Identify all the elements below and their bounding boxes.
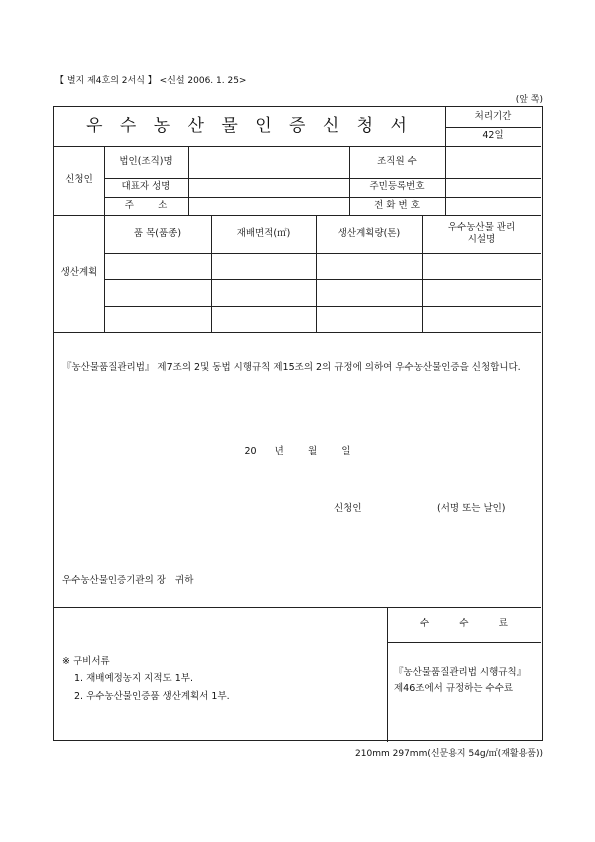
- corp-name-label: 법인(조직)명: [119, 155, 173, 167]
- rep-name-field[interactable]: [188, 178, 349, 197]
- form-title: 우 수 농 산 물 인 증 신 청 서: [86, 116, 413, 137]
- application-form: [53, 106, 543, 741]
- form-number-label: 【 별지 제4호의 2서식 】 <신설 2006. 1. 25>: [55, 76, 247, 86]
- fee-label: 수 수 료: [420, 618, 508, 630]
- address-field[interactable]: [188, 197, 349, 215]
- fee-text: 『농산물품질관리법 시행규칙』 제46조에서 규정하는 수수료: [394, 667, 527, 694]
- col-facility-header: 우수농산물 관리시설명: [447, 221, 516, 245]
- col-item-header: 품 목(품종): [133, 227, 182, 239]
- signature-note[interactable]: (서명 또는 날인): [437, 503, 506, 514]
- processing-period-value: 42일: [482, 130, 504, 142]
- org-members-field[interactable]: [445, 146, 541, 178]
- phone-label: 전 화 번 호: [374, 199, 420, 211]
- corp-name-field[interactable]: [188, 146, 349, 178]
- document-item: 2. 우수농산물인증품 생산계획서 1부.: [74, 691, 230, 702]
- application-statement: 『농산물품질관리법』 제7조의 2및 동법 시행규칙 제15조의 2의 규정에 의하여 우수농산물인증을 신청합니다.: [62, 362, 521, 373]
- production-section-label: 생산계획: [60, 267, 98, 279]
- paper-spec-footer: 210mm 297mm(신문용지 54g/㎡(재활용품)): [355, 749, 543, 759]
- documents-title: ※ 구비서류: [62, 656, 110, 667]
- rep-name-label: 대표자 성명: [121, 181, 171, 193]
- phone-field[interactable]: [445, 197, 541, 215]
- resident-no-label: 주민등록번호: [369, 181, 425, 193]
- address-label: 주 소: [124, 199, 168, 211]
- col-output-header: 생산계획량(톤): [337, 227, 401, 239]
- addressee: 우수농산물인증기관의 장 귀하: [62, 575, 194, 586]
- col-area-header: 재배면적(㎡): [236, 227, 291, 239]
- resident-no-field[interactable]: [445, 178, 541, 197]
- page-side-label: (앞 쪽): [515, 95, 543, 105]
- date-line[interactable]: 20 년 월 일: [244, 445, 351, 457]
- document-item: 1. 재배예정농지 지적도 1부.: [74, 673, 193, 684]
- signer-label: 신청인: [334, 503, 362, 514]
- applicant-section-label: 신청인: [65, 174, 93, 186]
- org-members-label: 조직원 수: [377, 155, 417, 167]
- processing-period-label: 처리기간: [474, 110, 512, 122]
